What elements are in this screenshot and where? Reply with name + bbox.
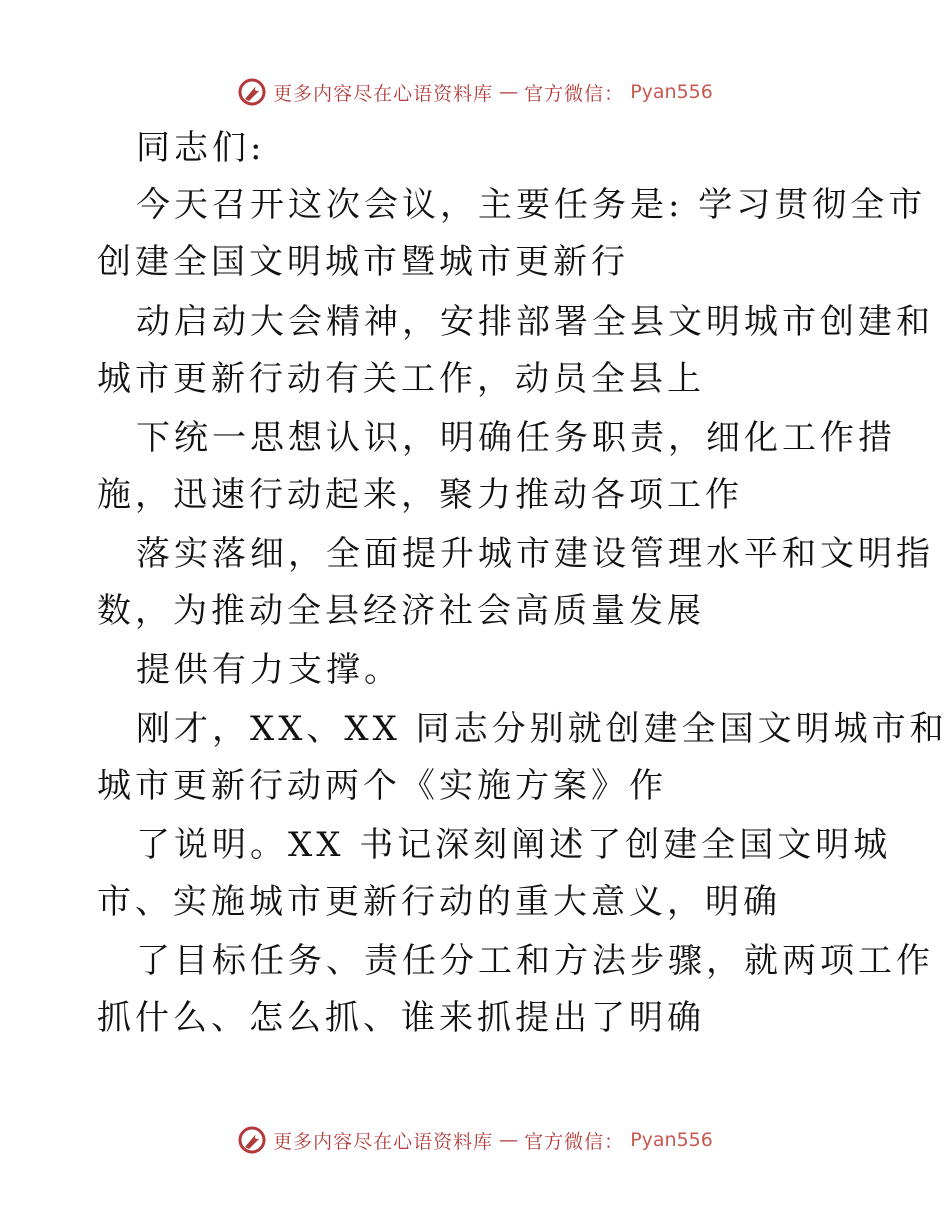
text-line: 提供有力支撑。	[136, 650, 402, 690]
text-line: 施，迅速行动起来，聚力推动各项工作	[97, 475, 743, 515]
header-banner	[0, 72, 950, 112]
text-line: 了目标任务、责任分工和方法步骤，就两项工作	[136, 941, 934, 981]
text-line: 同志们:	[136, 128, 266, 168]
banner-separator: —	[499, 81, 519, 103]
text-line: 落实落细，全面提升城市建设管理水平和文明指	[136, 534, 934, 574]
text-line: 市、实施城市更新行动的重大意义，明确	[97, 882, 781, 922]
footer-banner	[0, 1120, 950, 1160]
text-line: 动启动大会精神，安排部署全县文明城市创建和	[136, 302, 934, 342]
banner-wechat-id: Pyan556	[630, 81, 713, 103]
text-line: 抓什么、怎么抓、谁来抓提出了明确	[97, 998, 705, 1038]
text-line: 今天召开这次会议，主要任务是: 学习贯彻全市	[136, 185, 927, 225]
banner-wechat-id: Pyan556	[630, 1129, 713, 1151]
text-line: 了说明。XX 书记深刻阐述了创建全国文明城	[136, 825, 892, 865]
text-line: 刚才，XX、XX 同志分别就创建全国文明城市和	[136, 709, 948, 749]
text-line: 下统一思想认识，明确任务职责，细化工作措	[136, 418, 896, 458]
pen-nib-logo-icon	[237, 1125, 267, 1155]
text-line: 创建全国文明城市暨城市更新行	[97, 242, 629, 282]
text-line: 数，为推动全县经济社会高质量发展	[97, 591, 705, 631]
banner-wechat-label: 官方微信：	[524, 82, 625, 105]
text-line: 城市更新行动两个《实施方案》作	[97, 766, 667, 806]
banner-wechat-label: 官方微信：	[524, 1130, 625, 1153]
text-line: 城市更新行动有关工作，动员全县上	[97, 359, 705, 399]
banner-separator: —	[499, 1129, 519, 1151]
banner-title: 更多内容尽在心语资料库	[273, 1130, 494, 1153]
pen-nib-logo-icon	[237, 77, 267, 107]
banner-title: 更多内容尽在心语资料库	[273, 82, 494, 105]
